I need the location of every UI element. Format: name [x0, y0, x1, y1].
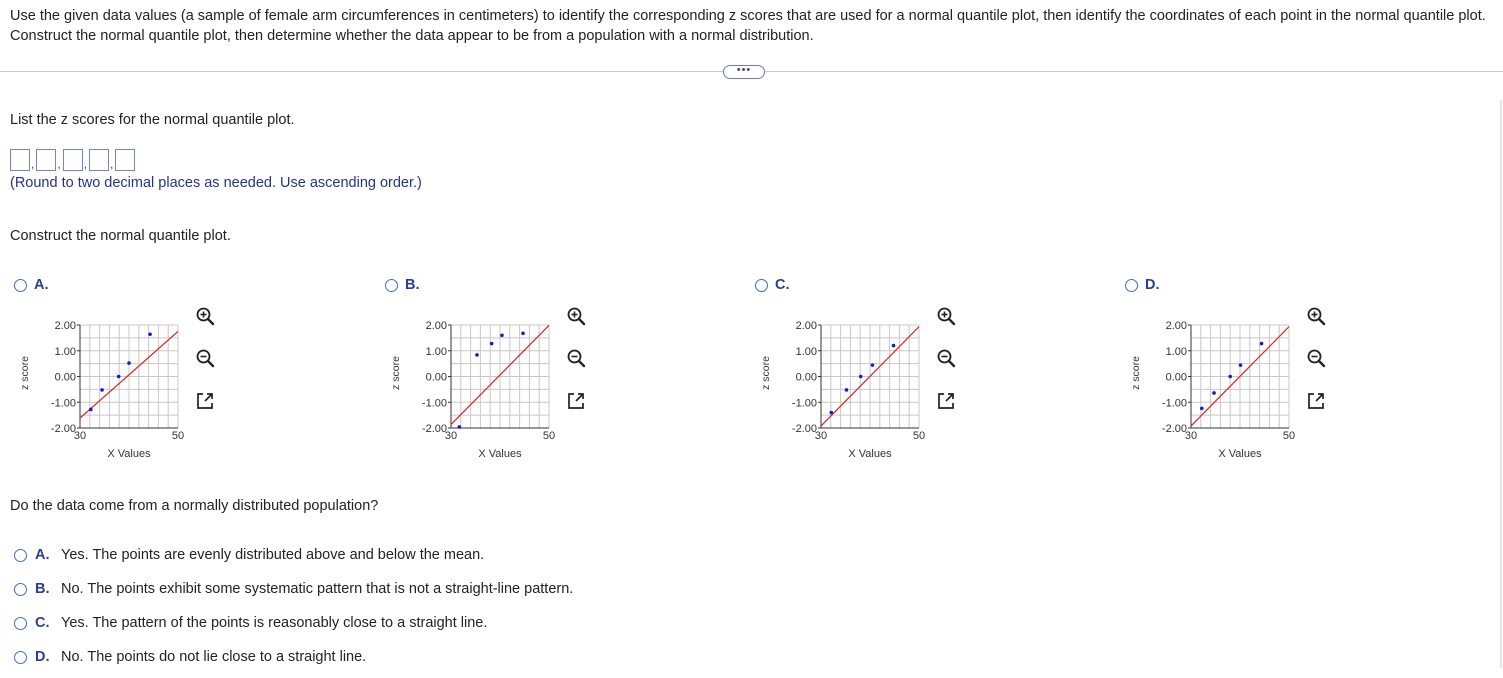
x-tick-label: 30 — [1184, 430, 1198, 442]
radio-button[interactable] — [1125, 279, 1138, 292]
option-letter: D. — [35, 649, 50, 665]
x-axis-label: X Values — [1218, 448, 1262, 460]
data-point — [458, 425, 462, 429]
data-point — [100, 388, 104, 392]
zoom-in-icon[interactable] — [935, 305, 957, 327]
rounding-hint: (Round to two decimal places as needed. Use ascending order.) — [10, 175, 422, 191]
y-tick-label: 2.00 — [54, 320, 76, 332]
option-letter: B. — [35, 581, 50, 597]
distribution-option-c[interactable] — [14, 613, 487, 633]
open-window-icon[interactable] — [935, 390, 957, 412]
zscores-answer-row — [10, 147, 135, 171]
zscore-input-3[interactable] — [63, 149, 83, 171]
normal-quantile-plot — [1151, 316, 1296, 466]
data-point — [859, 375, 863, 379]
data-point — [117, 375, 121, 379]
option-text: No. The points exhibit some systematic pattern that is not a straight-line pattern. — [61, 581, 574, 597]
x-tick-label: 50 — [171, 430, 185, 442]
x-tick-label: 50 — [912, 430, 926, 442]
zscore-input-2[interactable] — [36, 149, 56, 171]
data-point — [845, 388, 849, 392]
option-letter: A. — [34, 277, 49, 293]
option-letter: C. — [35, 615, 50, 631]
radio-button[interactable] — [14, 651, 27, 664]
x-tick-label: 30 — [814, 430, 828, 442]
zoom-out-icon[interactable] — [1305, 347, 1327, 369]
x-tick-label: 30 — [444, 430, 458, 442]
more-button[interactable]: ••• — [723, 65, 765, 79]
data-point — [500, 334, 504, 338]
option-text: Yes. The points are evenly distributed above and below the mean. — [61, 547, 485, 563]
zoom-out-icon[interactable] — [194, 347, 216, 369]
option-text: No. The points do not lie close to a straight line. — [61, 649, 367, 665]
zscore-separator: , — [110, 157, 114, 171]
radio-button[interactable] — [385, 279, 398, 292]
radio-button[interactable] — [14, 549, 27, 562]
y-tick-label: -2.00 — [1161, 423, 1187, 435]
y-tick-label: 0.00 — [1165, 371, 1187, 384]
option-letter: B. — [405, 277, 420, 293]
y-tick-label: 1.00 — [425, 345, 447, 358]
zoom-in-icon[interactable] — [565, 305, 587, 327]
data-point — [892, 344, 896, 348]
y-tick-label: 0.00 — [54, 371, 76, 384]
distribution-option-d[interactable] — [14, 647, 366, 667]
x-tick-label: 50 — [542, 430, 556, 442]
data-point — [871, 363, 875, 367]
y-axis-label: z score — [1129, 356, 1142, 390]
question-text: Use the given data values (a sample of female arm circumferences in centimeters) to identify the corresponding z scores that are used for a normal quantile plot, then identify the coordinates of each point in the normal quantile plot. Construct the normal quantile plot, then determine whether the data appear to be from a population with a normal distribution. — [10, 8, 1486, 44]
zscore-input-1[interactable] — [10, 149, 30, 171]
distribution-option-b[interactable] — [14, 579, 573, 599]
zoom-out-icon[interactable] — [935, 347, 957, 369]
zscore-input-4[interactable] — [89, 149, 109, 171]
data-point — [1228, 375, 1232, 379]
y-axis-label: z score — [18, 356, 31, 390]
data-point — [89, 408, 93, 412]
construct-prompt: Construct the normal quantile plot. — [10, 228, 231, 244]
y-tick-label: -2.00 — [791, 423, 817, 435]
radio-button[interactable] — [14, 617, 27, 630]
data-point — [1260, 342, 1264, 346]
radio-button[interactable] — [14, 583, 27, 596]
y-tick-label: 0.00 — [795, 371, 817, 384]
zscore-input-5[interactable] — [115, 149, 135, 171]
y-axis-label: z score — [759, 356, 772, 390]
data-point — [475, 353, 479, 357]
data-point — [127, 361, 131, 365]
option-letter: A. — [35, 547, 50, 563]
y-tick-label: 1.00 — [54, 345, 76, 358]
scroll-edge — [1500, 100, 1502, 668]
data-point — [829, 411, 833, 415]
data-point — [1212, 391, 1216, 395]
x-tick-label: 30 — [73, 430, 87, 442]
open-window-icon[interactable] — [194, 390, 216, 412]
y-tick-label: -2.00 — [421, 423, 447, 435]
zoom-out-icon[interactable] — [565, 347, 587, 369]
data-point — [521, 331, 525, 335]
x-axis-label: X Values — [107, 448, 151, 460]
y-tick-label: -1.00 — [791, 397, 817, 410]
zscores-prompt: List the z scores for the normal quantile plot. — [10, 112, 295, 128]
option-letter: D. — [1145, 277, 1160, 293]
x-axis-label: X Values — [848, 448, 892, 460]
option-letter: C. — [775, 277, 790, 293]
y-tick-label: 1.00 — [795, 345, 817, 358]
zoom-in-icon[interactable] — [1305, 305, 1327, 327]
y-axis-label: z score — [389, 356, 402, 390]
data-point — [1200, 407, 1204, 411]
zscore-separator: , — [57, 157, 61, 171]
normal-quantile-plot — [781, 316, 926, 466]
y-tick-label: 2.00 — [795, 320, 817, 332]
radio-button[interactable] — [755, 279, 768, 292]
y-tick-label: -1.00 — [1161, 397, 1187, 410]
radio-button[interactable] — [14, 279, 27, 292]
y-tick-label: -1.00 — [421, 397, 447, 410]
y-tick-label: -2.00 — [50, 423, 76, 435]
data-point — [1239, 363, 1243, 367]
data-point — [148, 332, 152, 336]
y-tick-label: -1.00 — [50, 397, 76, 410]
y-tick-label: 0.00 — [425, 371, 447, 384]
y-tick-label: 2.00 — [425, 320, 447, 332]
y-tick-label: 2.00 — [1165, 320, 1187, 332]
normal-quantile-plot — [411, 316, 556, 466]
distribution-prompt: Do the data come from a normally distributed population? — [10, 498, 379, 514]
y-tick-label: 1.00 — [1165, 345, 1187, 358]
open-window-icon[interactable] — [565, 390, 587, 412]
x-axis-label: X Values — [478, 448, 522, 460]
distribution-option-a[interactable] — [14, 545, 484, 565]
zscore-separator: , — [83, 157, 88, 171]
x-tick-label: 50 — [1282, 430, 1296, 442]
open-window-icon[interactable] — [1305, 390, 1327, 412]
option-text: Yes. The pattern of the points is reasonably close to a straight line. — [61, 615, 488, 631]
zoom-in-icon[interactable] — [194, 305, 216, 327]
normal-quantile-plot — [40, 316, 185, 466]
data-point — [490, 342, 494, 346]
zscore-separator: , — [31, 157, 35, 171]
